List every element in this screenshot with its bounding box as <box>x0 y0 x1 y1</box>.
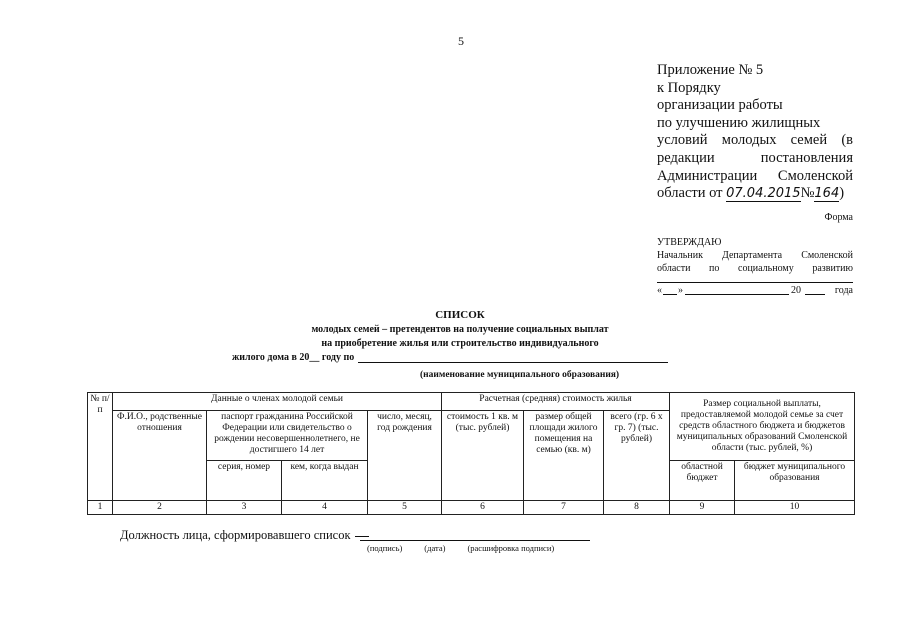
header-housing-cost: Расчетная (средняя) стоимость жилья <box>442 393 670 411</box>
appendix-word: Администрации <box>657 167 758 184</box>
footer-labels <box>367 543 576 553</box>
appendix-line <box>657 132 853 150</box>
document-subtitle <box>232 352 712 363</box>
subtitle-text: жилого дома в 20__ году по <box>232 352 355 363</box>
day-blank <box>663 294 677 295</box>
families-table <box>87 392 855 515</box>
appendix-line: по улучшению жилищных <box>657 114 821 131</box>
approval-word: Департамента <box>722 250 783 261</box>
municipality-blank <box>358 352 668 363</box>
footer-signature-line <box>360 540 590 541</box>
month-blank <box>685 294 789 295</box>
header-family-data: Данные о членах молодой семьи <box>113 393 442 411</box>
appendix-word: молодых <box>721 132 777 149</box>
appendix-word: семей <box>790 132 828 149</box>
appendix-line <box>657 168 853 186</box>
column-number: 8 <box>604 501 670 515</box>
year-prefix: 20 <box>791 285 801 296</box>
approval-title: УТВЕРЖДАЮ <box>657 237 722 248</box>
header-series: серия, номер <box>207 461 282 501</box>
document-subtitle: молодых семей – претендентов на получение социальных выплат <box>311 324 609 335</box>
header-birth-date: число, месяц, год рождения <box>368 411 442 501</box>
approval-block <box>657 236 853 275</box>
document-title: СПИСОК <box>435 309 485 321</box>
header-no: № п/п <box>88 393 113 501</box>
form-label: Форма <box>824 212 853 223</box>
position-label: Должность лица, сформировавшего список <box>120 528 351 542</box>
year-suffix: года <box>834 285 853 296</box>
approval-line <box>657 249 853 262</box>
column-number: 7 <box>524 501 604 515</box>
header-passport: паспорт гражданина Российской Федерации или свидетельство о рождении несовершеннолетнего, не достигшего 14 лет <box>207 411 368 461</box>
approval-line <box>657 262 853 275</box>
approval-date-line <box>657 284 853 299</box>
column-number: 5 <box>368 501 442 515</box>
header-area: размер общей площади жилого помещения на семью (кв. м) <box>524 411 604 501</box>
year-blank <box>805 294 825 295</box>
appendix-line: организации работы <box>657 97 783 114</box>
appendix-word: редакции <box>657 149 715 166</box>
header-municipal-budget: бюджет муниципального образования <box>735 461 855 501</box>
approval-word: по <box>709 263 720 274</box>
appendix-title: Приложение № 5 <box>657 62 764 78</box>
header-regional-budget: областной бюджет <box>670 461 735 501</box>
column-number: 6 <box>442 501 524 515</box>
appendix-line <box>657 150 853 168</box>
approval-word: Начальник <box>657 250 703 261</box>
handwritten-number: 164 <box>814 186 840 202</box>
handwritten-date: 07.04.2015 <box>726 186 801 202</box>
appendix-word: условий <box>657 132 708 149</box>
column-number: 4 <box>282 501 368 515</box>
appendix-line: к Порядку <box>657 79 721 96</box>
appendix-word: области от <box>657 185 723 202</box>
header-payment: Размер социальной выплаты, предоставляемой молодой семье за счет средств областного бюджета и бюджетов муниципальных образований Смоленской области (тыс. рублей, %) <box>670 393 855 461</box>
column-number: 1 <box>88 501 113 515</box>
appendix-word: Смоленской <box>777 167 853 184</box>
header-cost-per-sqm: стоимость 1 кв. м (тыс. рублей) <box>442 411 524 501</box>
appendix-word: № <box>800 185 815 202</box>
header-total: всего (гр. 6 х гр. 7) (тыс. рублей) <box>604 411 670 501</box>
document-subtitle: на приобретение жилья или строительство индивидуального <box>321 338 599 349</box>
header-issued: кем, когда выдан <box>282 461 368 501</box>
date-open-quote: « <box>657 285 662 296</box>
approval-word: социальному <box>738 263 794 274</box>
approval-word: развитию <box>812 263 853 274</box>
footer-position <box>120 528 373 543</box>
header-fio: Ф.И.О., родственные отношения <box>113 411 207 501</box>
column-number: 10 <box>735 501 855 515</box>
decoding-caption: (расшифровка подписи) <box>467 543 555 553</box>
column-number: 3 <box>207 501 282 515</box>
page-number: 5 <box>458 34 464 48</box>
signature-line <box>657 282 853 283</box>
column-number: 2 <box>113 501 207 515</box>
column-number: 9 <box>670 501 735 515</box>
approval-word: Смоленской <box>801 250 853 261</box>
appendix-word: ) <box>839 185 845 202</box>
date-caption: (дата) <box>424 543 446 553</box>
appendix-word: постановления <box>760 149 853 166</box>
appendix-line <box>657 185 853 203</box>
signature-caption: (подпись) <box>367 543 403 553</box>
position-dash <box>355 536 369 537</box>
date-close-quote: » <box>678 285 683 296</box>
appendix-word: (в <box>841 132 853 149</box>
appendix-block <box>657 62 853 203</box>
municipality-hint: (наименование муниципального образования) <box>420 370 620 380</box>
approval-word: области <box>657 263 691 274</box>
